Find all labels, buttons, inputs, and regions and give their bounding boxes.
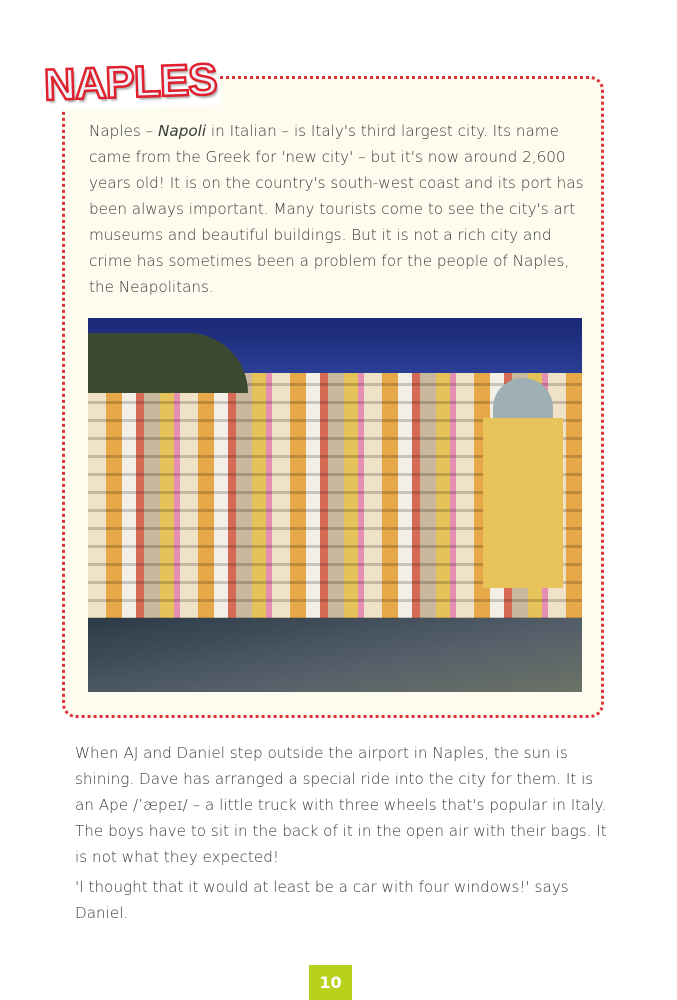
page-number: 10 [309,965,352,1000]
story-text [75,740,615,930]
intro-post: in Italian – is Italy's third largest city. Its name came from the Greek for 'new city' – but it's now around 2,600 years old! It is on the country's south-west coast and its port has been always important. Many tourists come to see the city's art museums and beautiful buildings. But it is not a rich city and crime has sometimes been a problem for the people of Naples, the Neapolitans. [89,122,584,296]
intro-italic: Napoli [158,122,207,140]
naples-photo [88,318,582,692]
section-heading: NAPLES [39,55,221,111]
paragraph: 'I thought that it would at least be a car with four windows!' says Daniel. [75,878,569,922]
paragraph: When AJ and Daniel step outside the airport in Naples, the sun is shining. Dave has arranged a special ride into the city for them. It is an Ape /ˈæpeɪ/ – a little truck with three wheels that's popular in Italy. The boys have to sit in the back of it in the open air with their bags. It is not what they expected! [75,744,607,866]
intro-pre: Naples – [89,122,159,140]
photo-harbour [88,618,582,692]
photo-church [483,418,563,588]
intro-text [89,118,589,300]
